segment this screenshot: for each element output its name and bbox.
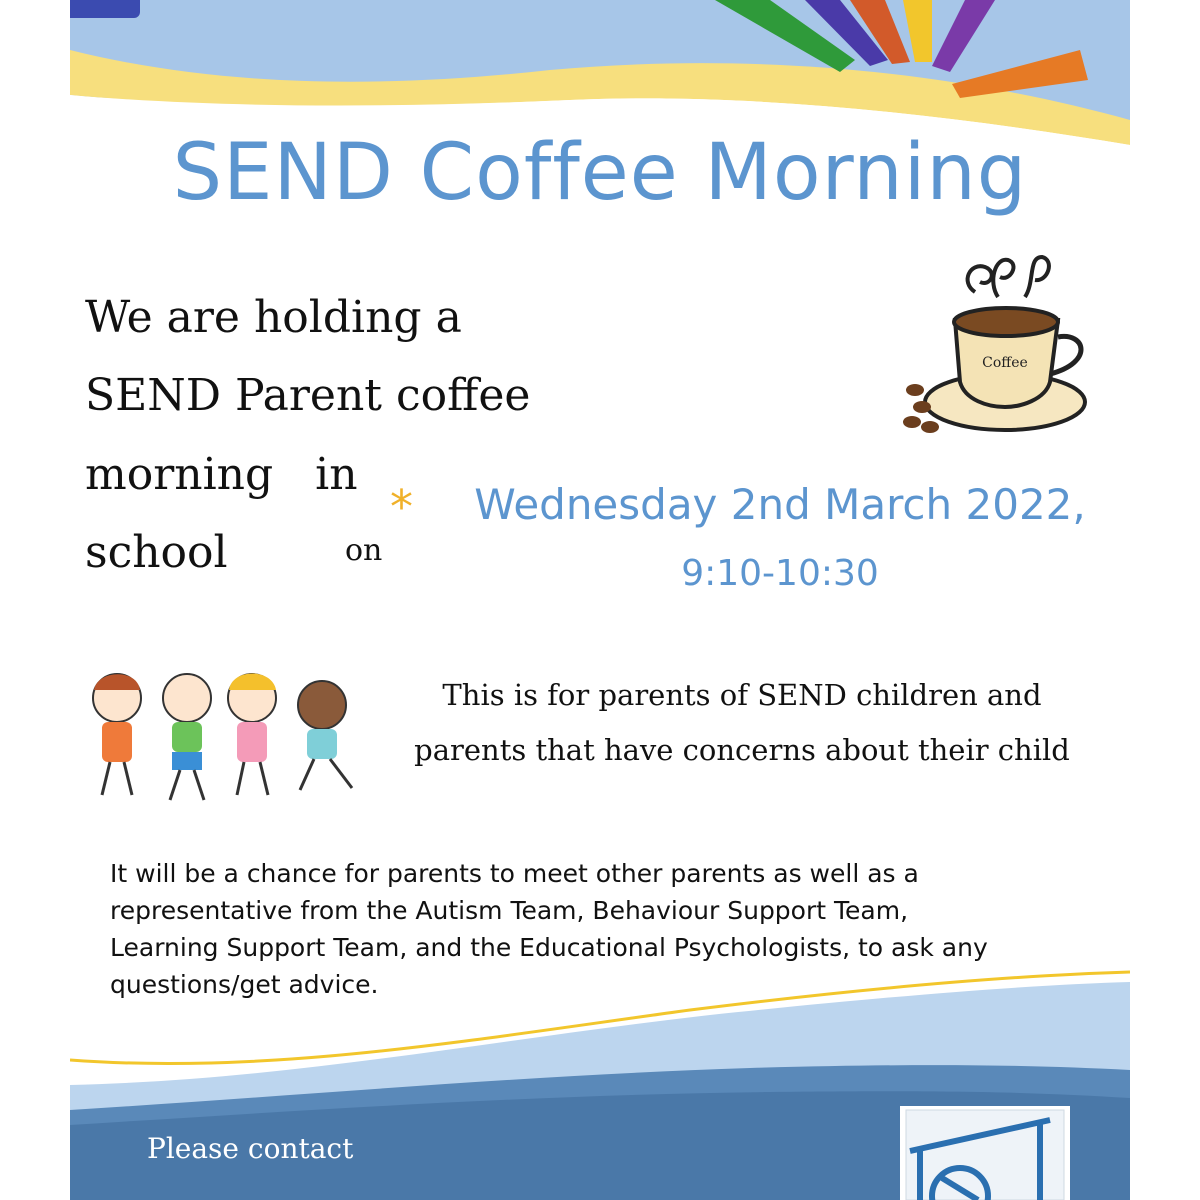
details-line-1: It will be a chance for parents to meet other parents as well as a [110, 859, 919, 888]
intro-line-3: morning in [85, 449, 358, 500]
coffee-cup-icon [900, 242, 1110, 447]
child-4 [298, 681, 352, 790]
on-word: on [345, 533, 383, 568]
poster-title: SEND Coffee Morning [172, 128, 1028, 218]
details-line-3: Learning Support Team, and the Educational Psychologists, to ask any [110, 933, 988, 962]
coffee-cup-label: Coffee [982, 355, 1028, 371]
audience-text [372, 668, 1112, 778]
child-1 [93, 674, 141, 795]
event-date: Wednesday 2nd March 2022, [474, 480, 1086, 529]
children-illustration [72, 660, 372, 805]
child-3 [228, 674, 276, 796]
contact-text: Please contact [147, 1132, 354, 1165]
details-paragraph [110, 855, 1100, 1003]
intro-line-1: We are holding a [85, 292, 462, 343]
partial-logo [70, 0, 140, 18]
intro-line-4: school [85, 527, 228, 578]
intro-line-2: SEND Parent coffee [85, 370, 531, 421]
audience-line-1: This is for parents of SEND children and [442, 678, 1042, 712]
school-logo-icon [900, 1106, 1070, 1200]
details-line-4: questions/get advice. [110, 970, 379, 999]
audience-line-2: parents that have concerns about their child [414, 733, 1070, 767]
child-2 [163, 674, 211, 800]
event-time: 9:10-10:30 [681, 553, 879, 594]
details-line-2: representative from the Autism Team, Behaviour Support Team, [110, 896, 909, 925]
asterisk-icon: * [390, 480, 413, 534]
